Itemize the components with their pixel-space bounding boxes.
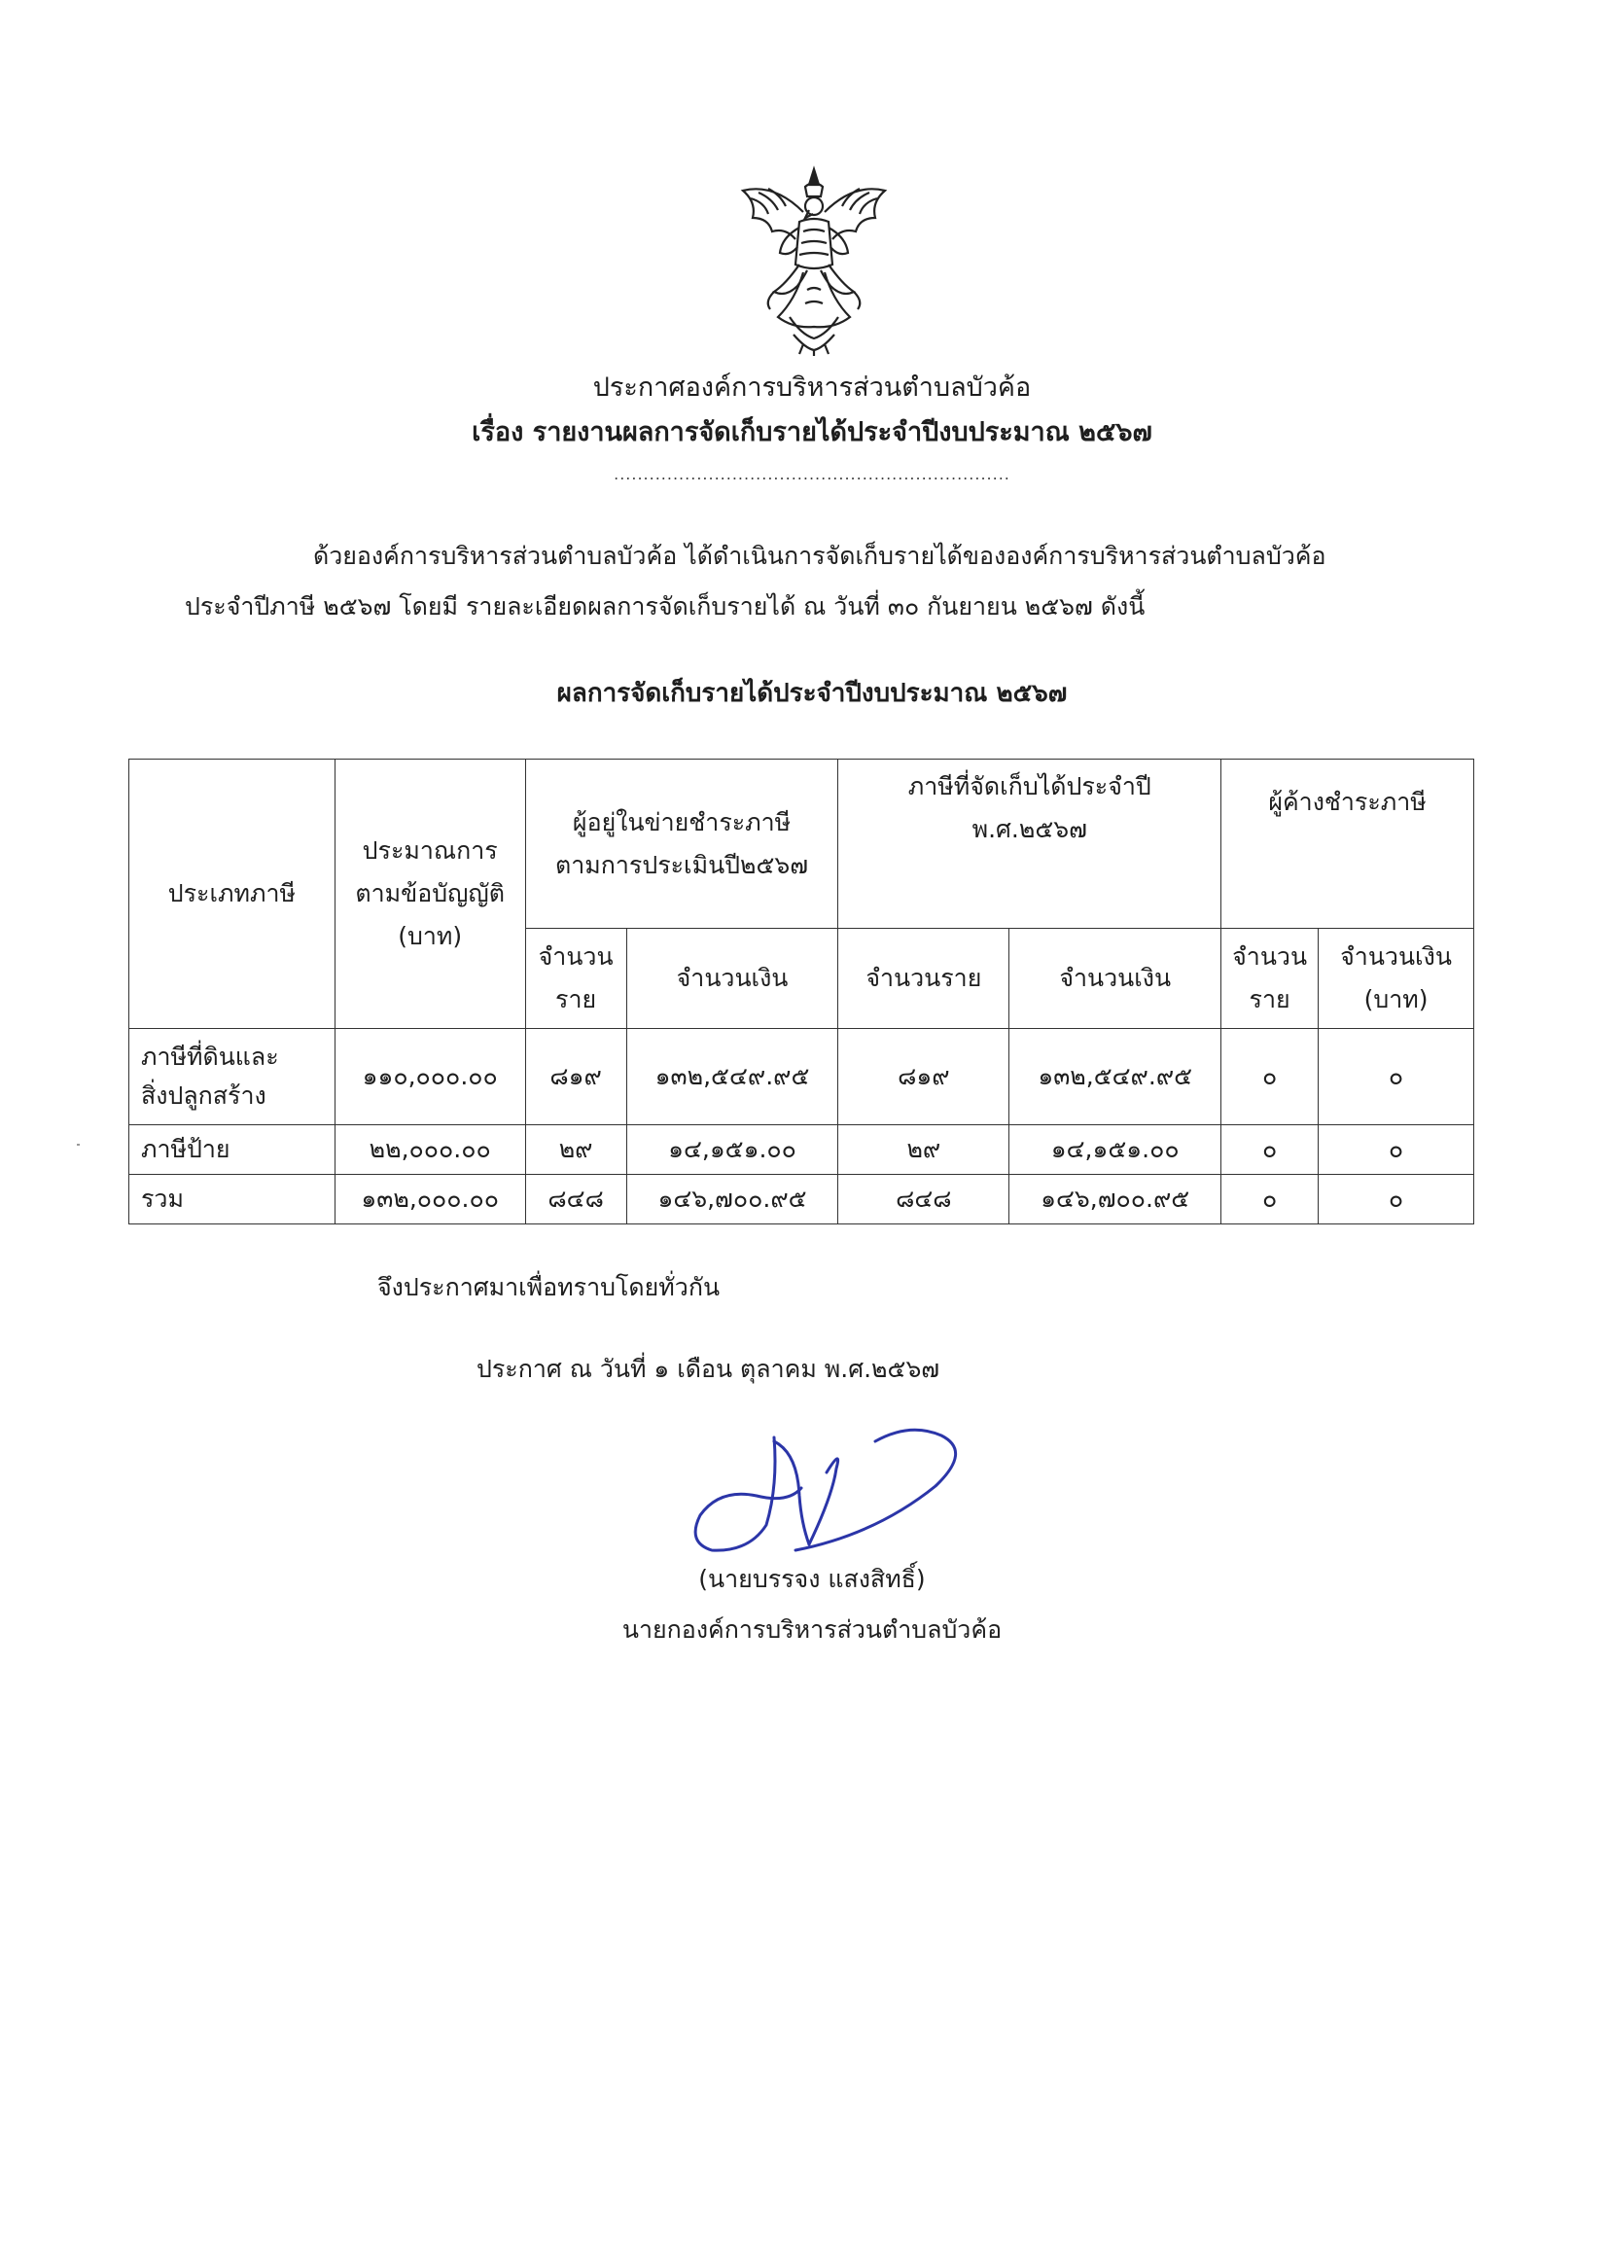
cell-collected-amount: ๑๓๒,๕๔๙.๙๕	[1009, 1029, 1221, 1125]
garuda-emblem	[735, 163, 893, 358]
cell-outstanding-amount: ๐	[1319, 1125, 1474, 1175]
subheader-collected-amount: จำนวนเงิน	[1009, 929, 1221, 1029]
cell-collected-amount: ๑๔๖,๗๐๐.๙๕	[1009, 1175, 1221, 1224]
body-paragraph-line-1: ด้วยองค์การบริหารส่วนตำบลบัวค้อ ได้ดำเนินการจัดเก็บรายได้ขององค์การบริหารส่วนตำบลบัวค้อ	[313, 542, 1326, 570]
cell-outstanding-count: ๐	[1221, 1175, 1319, 1224]
cell-assessed-amount: ๑๓๒,๕๔๙.๙๕	[626, 1029, 838, 1125]
cell-collected-count: ๘๔๘	[838, 1175, 1009, 1224]
tax-collection-table	[128, 759, 1474, 1224]
header-estimate: ประมาณการ ตามข้อบัญญัติ (บาท)	[335, 760, 525, 1029]
signer-position: นายกองค์การบริหารส่วนตำบลบัวค้อ	[621, 1615, 1003, 1644]
handwritten-signature	[681, 1379, 1011, 1574]
signer-name: (นายบรรจง แสงสิทธิ์)	[698, 1565, 926, 1593]
body-paragraph-line-2: ประจำปีภาษี ๒๕๖๗ โดยมี รายละเอียดผลการจัดเก็บรายได้ ณ วันที่ ๓๐ กันยายน ๒๕๖๗ ดังนี้	[185, 592, 1146, 620]
scan-speck	[77, 1144, 80, 1146]
subheader-outstanding-count: จำนวน ราย	[1221, 929, 1319, 1029]
document-subject: เรื่อง รายงานผลการจัดเก็บรายได้ประจำปีงบประมาณ ๒๕๖๗	[472, 417, 1152, 447]
cell-tax-type: ภาษีที่ดินและ สิ่งปลูกสร้าง	[129, 1029, 335, 1125]
header-outstanding: ผู้ค้างชำระภาษี	[1221, 760, 1474, 929]
cell-assessed-amount: ๑๔๖,๗๐๐.๙๕	[626, 1175, 838, 1224]
document-title: ประกาศองค์การบริหารส่วนตำบลบัวค้อ	[592, 372, 1032, 403]
cell-assessed-count: ๒๙	[525, 1125, 626, 1175]
cell-collected-amount: ๑๔,๑๕๑.๐๐	[1009, 1125, 1221, 1175]
header-collected: ภาษีที่จัดเก็บได้ประจำปี พ.ศ.๒๕๖๗	[838, 760, 1221, 929]
table-row	[129, 1029, 1474, 1125]
table-row-total	[129, 1175, 1474, 1224]
cell-collected-count: ๘๑๙	[838, 1029, 1009, 1125]
cell-collected-count: ๒๙	[838, 1125, 1009, 1175]
subheader-assessed-amount: จำนวนเงิน	[626, 929, 838, 1029]
cell-tax-type: รวม	[129, 1175, 335, 1224]
cell-outstanding-amount: ๐	[1319, 1029, 1474, 1125]
cell-outstanding-amount: ๐	[1319, 1175, 1474, 1224]
cell-tax-type: ภาษีป้าย	[129, 1125, 335, 1175]
subheader-collected-count: จำนวนราย	[838, 929, 1009, 1029]
closing-statement: จึงประกาศมาเพื่อทราบโดยทั่วกัน	[377, 1273, 721, 1301]
table-title: ผลการจัดเก็บรายได้ประจำปีงบประมาณ ๒๕๖๗	[556, 679, 1068, 708]
cell-assessed-count: ๘๔๘	[525, 1175, 626, 1224]
cell-estimate: ๒๒,๐๐๐.๐๐	[335, 1125, 525, 1175]
subheader-outstanding-amount: จำนวนเงิน (บาท)	[1319, 929, 1474, 1029]
cell-assessed-amount: ๑๔,๑๕๑.๐๐	[626, 1125, 838, 1175]
table-row	[129, 1125, 1474, 1175]
subheader-assessed-count: จำนวน ราย	[525, 929, 626, 1029]
cell-assessed-count: ๘๑๙	[525, 1029, 626, 1125]
cell-estimate: ๑๓๒,๐๐๐.๐๐	[335, 1175, 525, 1224]
announcement-date: ประกาศ ณ วันที่ ๑ เดือน ตุลาคม พ.ศ.๒๕๖๗	[477, 1355, 940, 1383]
cell-outstanding-count: ๐	[1221, 1125, 1319, 1175]
dotted-separator: ...................................................................	[614, 465, 1010, 483]
header-assessed: ผู้อยู่ในข่ายชำระภาษี ตามการประเมินปี๒๕๖๗	[525, 760, 838, 929]
cell-estimate: ๑๑๐,๐๐๐.๐๐	[335, 1029, 525, 1125]
header-tax-type: ประเภทภาษี	[129, 760, 335, 1029]
cell-outstanding-count: ๐	[1221, 1029, 1319, 1125]
